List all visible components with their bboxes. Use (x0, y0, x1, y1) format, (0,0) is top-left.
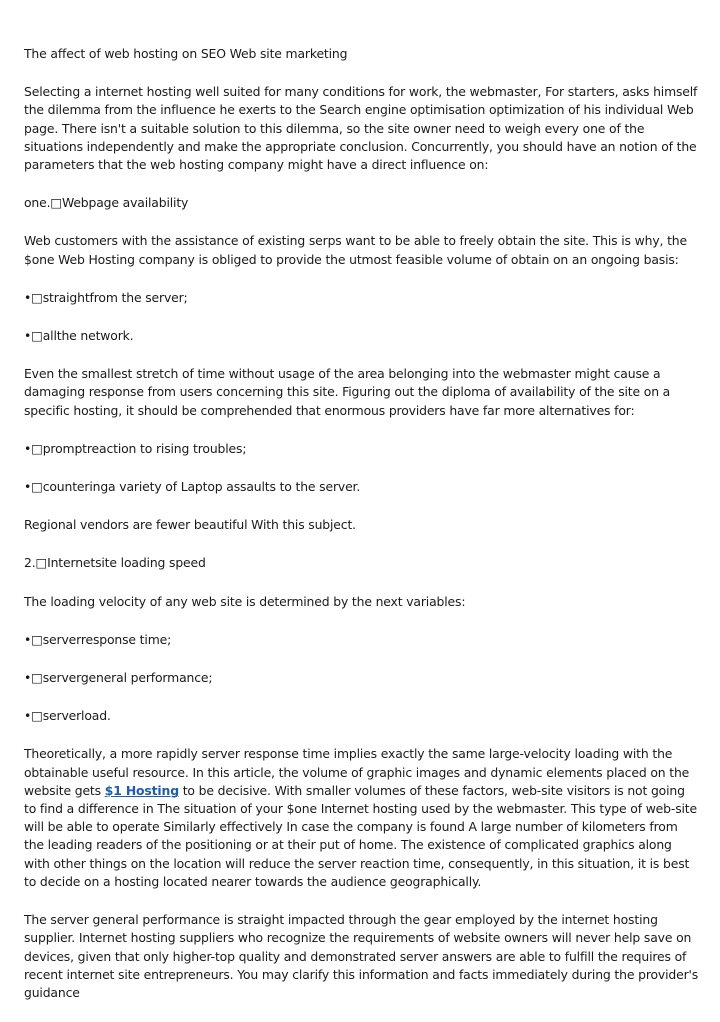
bullet-item: •□promptreaction to rising troubles; (24, 440, 247, 456)
document-body (24, 45, 700, 1022)
paragraph-intro: Selecting a internet hosting well suited for many conditions for work, the webmaster, For starters, asks himself the dilemma from the influence he exerts to the Search engine optimisation optimization of his individual Web page. There isn't a suitable solution to this dilemma, so the site owner need to weigh every one of the situations independently and make the appropriate conclusion. Concurrently, you should have an notion of the parameters that the web hosting company might have a direct influence on: (24, 84, 698, 173)
document-title: The affect of web hosting on SEO Web site marketing (24, 46, 348, 61)
section-heading-speed: 2.□Internetsite loading speed (24, 555, 206, 571)
bullet-item: •□serverresponse time; (24, 631, 172, 647)
paragraph-text: to be decisive. With smaller volumes of these factors, web-site visitors is not going to find a difference in The situation of your $one Internet hosting used by the webmaster. This type of web-site will be able to operate Similarly effectively In case the company is found A large number of kilometers from the leading readers of the positioning or at their put of home. The existence of complicated graphics along with other things on the location will reduce the server reaction time, consequently, in this situation, it is best to decide on a hosting located nearer towards the audience geographically. (24, 782, 697, 889)
paragraph-regional: Regional vendors are fewer beautiful With this subject. (24, 517, 356, 533)
paragraph-availability: Web customers with the assistance of existing serps want to be able to freely obtain the site. This is why, the $one Web Hosting company is obliged to provide the utmost feasible volume of obtain on an ongoing basis: (24, 233, 687, 267)
hosting-link[interactable]: $1 Hosting (104, 782, 179, 798)
bullet-item: •□straightfrom the server; (24, 289, 188, 305)
paragraph-response-time (24, 745, 700, 891)
paragraph-text: Theoretically, a more rapidly server response time implies exactly the same large-velocity loading with the obtainable useful resource. In this article, the volume of graphic images and dynamic elements placed on the website gets (24, 746, 690, 798)
section-heading-availability: one.□Webpage availability (24, 195, 189, 211)
bullet-item: •□allthe network. (24, 328, 134, 344)
paragraph-downtime: Even the smallest stretch of time without usage of the area belonging into the webmaster might cause a damaging response from users concerning this site. Figuring out the diploma of availability of the site on a specific hosting, it should be comprehended that enormous providers have far more alternatives for: (24, 366, 671, 418)
paragraph-performance: The server general performance is straight impacted through the gear employed by the internet hosting supplier. Internet hosting suppliers who recognize the requirements of website owners will never help save on devices, given that only higher-top quality and demonstrated server answers are able to fulfill the requires of recent internet site entrepreneurs. You may clarify this information and facts immediately during the provider's guidance (24, 912, 699, 1000)
paragraph-speed: The loading velocity of any web site is determined by the next variables: (24, 593, 466, 609)
bullet-item: •□servergeneral performance; (24, 670, 213, 686)
bullet-item: •□serverload. (24, 708, 111, 724)
bullet-item: •□counteringa variety of Laptop assaults to the server. (24, 479, 361, 495)
